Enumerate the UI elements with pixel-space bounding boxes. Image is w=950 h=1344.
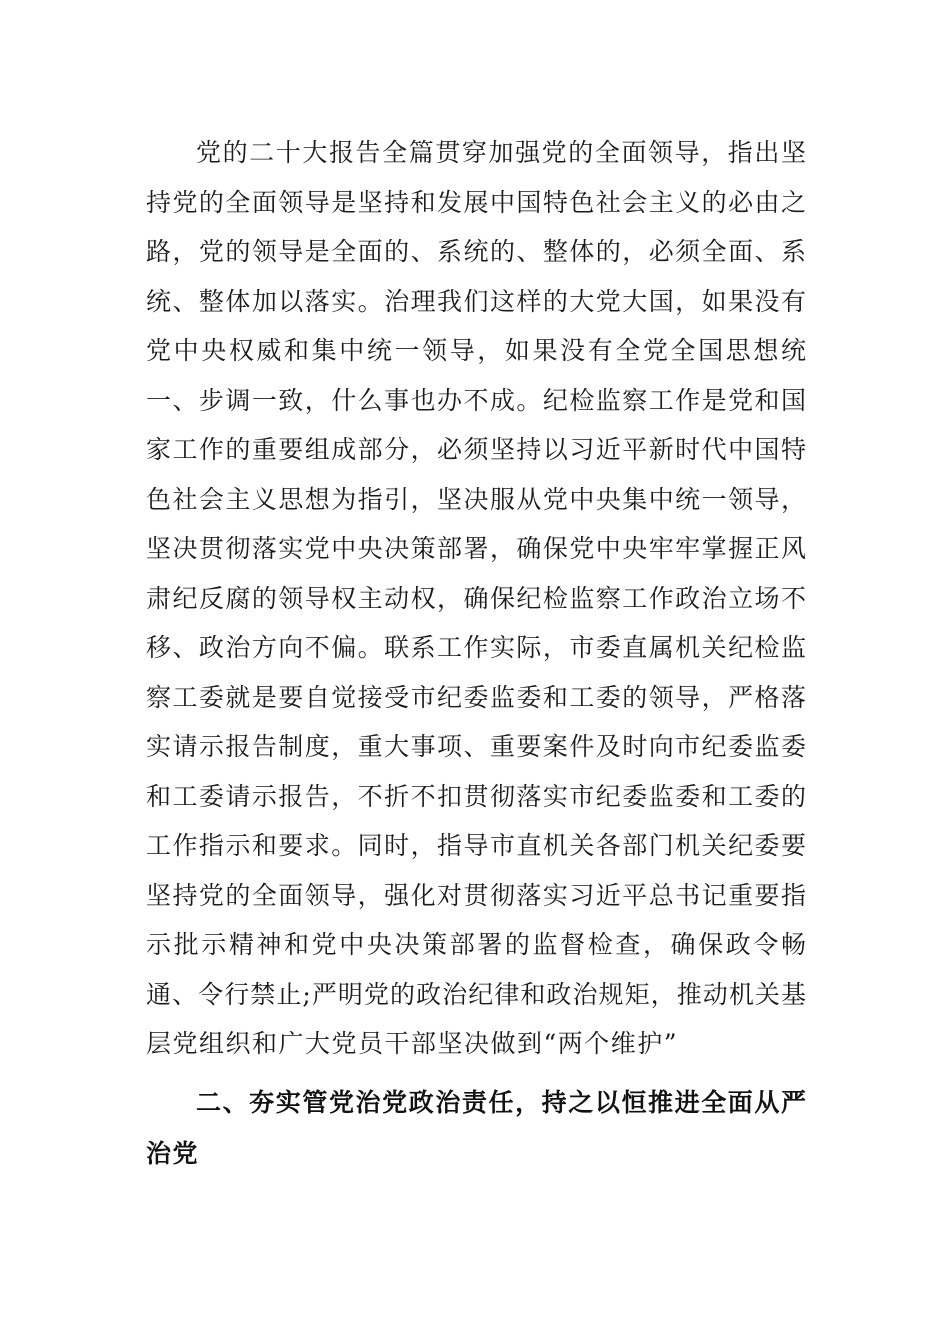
paragraph-line: 统、整体加以落实。治理我们这样的大党大国，如果没有 xyxy=(146,286,806,316)
paragraph-line: 坚决贯彻落实党中央决策部署，确保党中央牢牢掌握正风 xyxy=(146,534,806,563)
paragraph-line: 坚持党的全面领导，强化对贯彻落实习近平总书记重要指 xyxy=(146,880,806,910)
paragraph-line: 层党组织和广大党员干部坚决做到“两个维护” xyxy=(146,1029,679,1058)
paragraph-line: 实请示报告制度，重大事项、重要案件及时向市纪委监委 xyxy=(146,732,806,761)
paragraph-line: 党中央权威和集中统一领导，如果没有全党全国思想统 xyxy=(146,336,806,365)
heading-line: 治党 xyxy=(146,1138,200,1168)
paragraph-line: 路，党的领导是全面的、系统的、整体的，必须全面、系 xyxy=(146,237,806,266)
paragraph-line: 移、政治方向不偏。联系工作实际，市委直属机关纪检监 xyxy=(146,633,806,662)
paragraph-line: 通、令行禁止;严明党的政治纪律和政治规矩，推动机关基 xyxy=(146,979,806,1009)
paragraph-line: 色社会主义思想为指引，坚决服从党中央集中统一领导， xyxy=(146,484,806,514)
body-paragraph xyxy=(146,128,806,1069)
paragraph-line: 察工委就是要自觉接受市纪委监委和工委的领导，严格落 xyxy=(146,682,806,712)
paragraph-line: 示批示精神和党中央决策部署的监督检查，确保政令畅 xyxy=(146,930,806,959)
paragraph-line: 一、步调一致，什么事也办不成。纪检监察工作是党和国 xyxy=(146,385,806,415)
document-body xyxy=(146,128,806,1179)
paragraph-line: 持党的全面领导是坚持和发展中国特色社会主义的必由之 xyxy=(146,187,806,217)
section-heading xyxy=(146,1077,806,1179)
heading-line: 二、夯实管党治党政治责任，持之以恒推进全面从严 xyxy=(196,1087,806,1117)
paragraph-line: 家工作的重要组成部分，必须坚持以习近平新时代中国特 xyxy=(146,435,806,464)
paragraph-line: 和工委请示报告，不折不扣贯彻落实市纪委监委和工委的 xyxy=(146,781,806,811)
paragraph-line: 工作指示和要求。同时，指导市直机关各部门机关纪委要 xyxy=(146,831,806,860)
paragraph-line: 肃纪反腐的领导权主动权，确保纪检监察工作政治立场不 xyxy=(146,583,806,613)
paragraph-line: 党的二十大报告全篇贯穿加强党的全面领导，指出坚 xyxy=(196,138,806,167)
